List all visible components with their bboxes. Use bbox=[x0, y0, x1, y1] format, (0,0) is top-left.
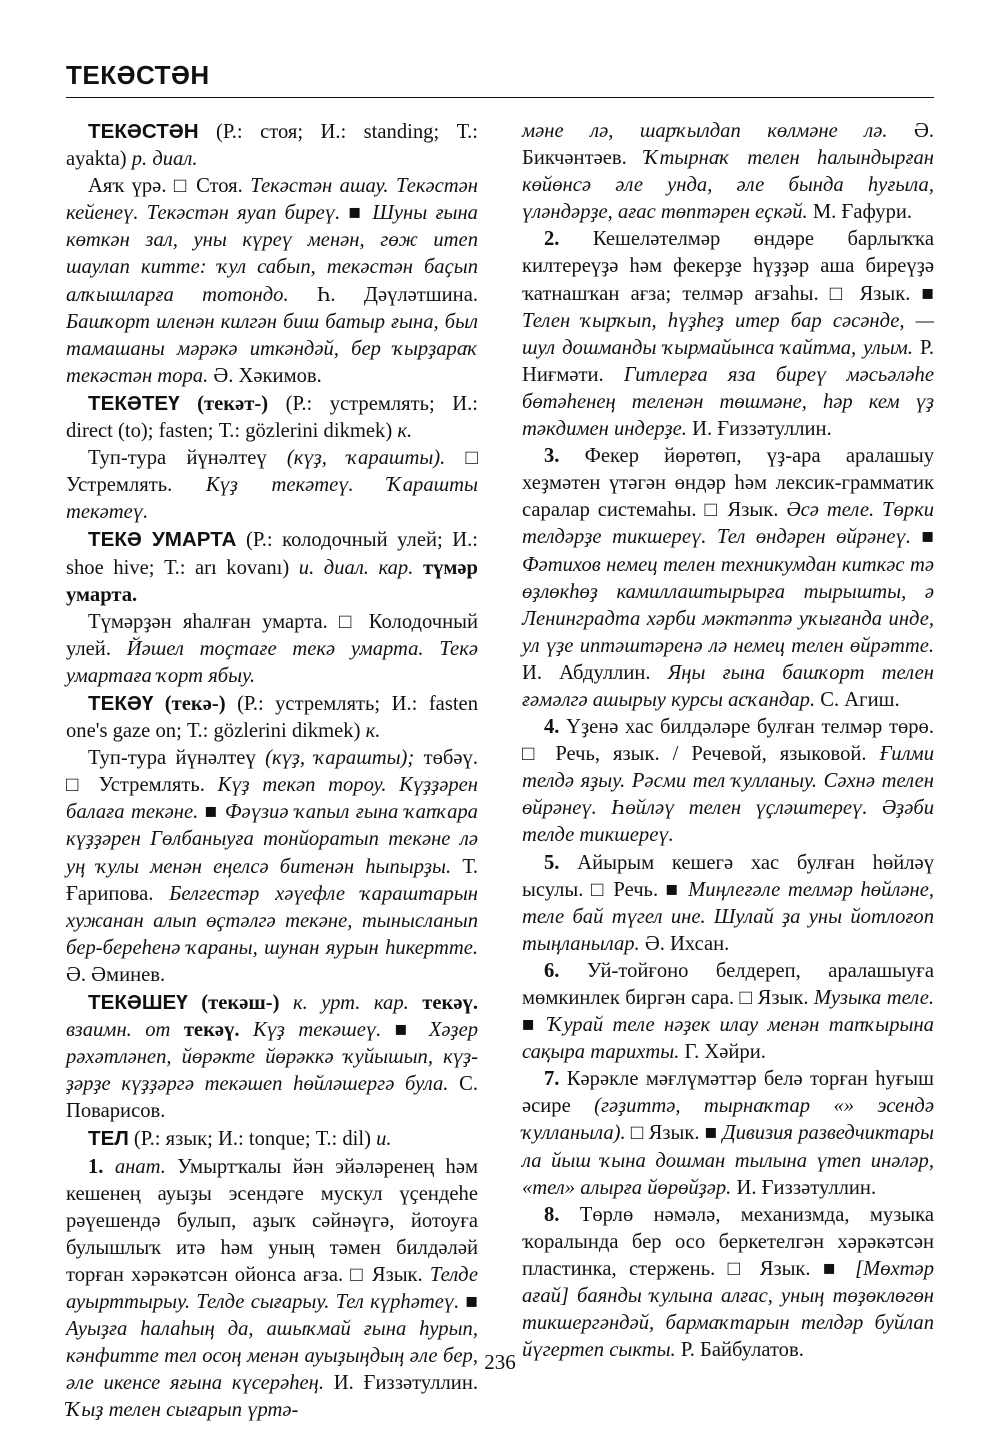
entry-tel-sense-2: 2. Кешеләтелмәр өндәре барлыҡҡа килтереүҙә һәм фекерҙе һүҙҙәр аша биреүҙә ҡатнашҡан ағза; телмәр ағзаһы. □ Язык. ■ Телен ҡырҡып, һүҙһеҙ итер бар сәсәнде, — шул дошманды ҡырмайынса ҡайтма, улым. Р. Ниғмәти. Гитлерға яза биреү мәсьәләһе бөтәһенең теленән төшмәне, һәр кем үҙ тәкдимен индерҙе. И. Ғиззәтуллин. bbox=[522, 228, 934, 441]
entry-tel-sense-1: 1. анат. Умыртҡалы йән эйәләренең һәм кешенең ауыҙы эсендәге мускул үҫендеһе рәүешендә булып, аҙыҡ сәйнәүгә, йотоуға булышлыҡ итә һәм уның тәмен билдәләй торған хәрәкәтсән ойонса ағза. □ Язык. Телде ауырттырыу. Телде сығарыу. Тел күрһәтеү. ■ Ауыҙға һалаһың да, ашыҡмай ғына һурып, кәнфитте тел осоң менән ауыҙыңдың әле бер, әле икенсе яғына күсерәһең. И. Ғиззәтуллин. Ҡыҙ телен сығарып үртә- bbox=[66, 1155, 478, 1422]
entry-tekasten: ТЕКӘСТӘН (Р.: стоя; И.: standing; Т.: ayakta) р. диал. bbox=[66, 120, 478, 171]
page-number: 236 bbox=[484, 1350, 516, 1374]
entry-tekasheu: ТЕКӘШЕҮ (текәш-) к. урт. кар. текәү. взаимн. от текәү. Күҙ текәшеү. ■ Хәҙер рәхәтләнеп, йөрәкте йөрәккә ҡуйышып, күҙ-ҙәрҙе күҙҙәргә текәшеп һөйләшергә була. С. Поварисов. bbox=[66, 991, 479, 1123]
entry-tekau-body: Туп-тура йүнәлтеү (күҙ, ҡарашты); төбәү. □ Устремлять. Күҙ текәп тороу. Күҙҙәрен балаға текәне. ■ Фәүзиә ҡапыл ғына ҡапҡара күҙҙәрен Гөлбаныуға тонйоратып текәне лә уң ҡулы менән еңелсә битенән һыпырҙы. Т. Ғарипова. Белгестәр хәүефле ҡараштарын хужанан алып өҫтәлгә текәне, тынысланып бер-береһенә ҡараны, шунан яурын һикертте. Ә. Әминев. bbox=[66, 747, 479, 986]
entry-tel-sense-4: 4. Үҙенә хас билдәләре булған телмәр төрө. □ Речь, язык. / Речевой, языковой. Ғилми телдә яҙыу. Рәсми тел ҡулланыу. Сәхнә телен өйрәнеү. Һөйләү телен үҫләштереү. Әҙәби телде тикшереү. bbox=[522, 716, 934, 847]
right-column bbox=[522, 118, 934, 1364]
headword: ТЕЛ bbox=[88, 1127, 129, 1151]
entry-tekasten-body: Аяҡ үрә. □ Стоя. Текәстән ашау. Текәстән кейенеү. Текәстән яуап биреү. ■ Шуны ғына көткән зал, уны күреү менән, гөж итеп шаулап китте: ҡул сабып, текәстән баҫып алҡышларға тотондо. Һ. Дәүләтшина. Башҡорт иленән килгән биш батыр ғына, был тамашаны мәрәкә иткәндәй, бер ҡырҙараҡ текәстән тора. Ә. Хәкимов. bbox=[66, 175, 478, 387]
headword: ТЕКӘ УМАРТА bbox=[88, 528, 237, 552]
entry-tel-sense-1-cont: мәне лә, шарҡылдап көлмәне лә. Ә. Бикчәнтәев. Ҡтырнаҡ телен һалындырған көйөнсә әле унда, әле бында һуғыла, үләндәрҙе, ағас төптәрен еҫкәй. М. Ғафури. bbox=[522, 120, 934, 224]
entry-tel-sense-8: 8. Төрлө нәмәлә, механизмда, музыка ҡоралында бер осо беркетелгән хәрәкәтсән пластинка, стержень. □ Язык. ■ [Мөхтәр ағай] баянды ҡулына алғас, уның төҙөклөгөн тикшергәндәй, бармаҡтарын телдәр буйлап йүгертеп сыкты. Р. Байбулатов. bbox=[522, 1203, 934, 1362]
entry-tel-sense-7: 7. Кәрәкле мәғлүмәттәр белә торған һуғыш әсире (гәҙиттә, тырнаҡтар «» эсендә ҡулланыла). □ Язык. ■ Дивизия разведчиктары ла йыш ҡына дошман тылына үтеп инәләр, «тел» алырға йөрөйҙәр. И. Ғиззәтуллин. bbox=[522, 1068, 934, 1199]
headword: ТЕКӘШЕҮ bbox=[88, 991, 188, 1014]
running-head: ТЕКӘСТӘН bbox=[66, 60, 210, 90]
headword: ТЕКӘСТӘН bbox=[88, 120, 199, 143]
headword: ТЕКӘҮ bbox=[88, 691, 154, 715]
entry-teka-umarta: ТЕКӘ УМАРТА (Р.: колодочный улей; И.: shoe hive; Т.: arı kovanı) и. диал. кар. түмәр умарта. bbox=[66, 528, 479, 606]
left-column bbox=[66, 118, 478, 1425]
headword: ТЕКӘТЕҮ bbox=[88, 391, 180, 415]
header-rule bbox=[66, 97, 934, 98]
entry-tekau: ТЕКӘҮ (текә-) (Р.: устремлять; И.: fasten one's gaze on; Т.: gözlerini dikmek) к. bbox=[66, 691, 478, 743]
entry-tel-sense-6: 6. Уй-тойғоно белдереп, аралашыуға мөмкинлек биргән сара. □ Язык. Музыка теле. ■ Ҡурай теле нәҙек илау менән тапҡырына сақыра тарихты. Г. Хәйри. bbox=[522, 959, 934, 1064]
entry-tekateu: ТЕКӘТЕҮ (текәт-) (Р.: устремлять; И.: direct (to); fasten; Т.: gözlerini dikmek) к. bbox=[66, 391, 478, 443]
entry-tel: ТЕЛ (Р.: язык; И.: tonque; Т.: dil) и. bbox=[88, 1127, 392, 1151]
entry-tel-sense-5: 5. Айырым кешегә хас булған һөйләү ысулы. □ Речь. ■ Миңлеғәле телмәр һөйләне, теле бай түгел ине. Шулай ҙа уны йотлоғоп тыңланылар. Ә. Ихсан. bbox=[522, 851, 934, 955]
entry-tekateu-body: Туп-тура йүнәлтеү (күҙ, ҡарашты). □ Устремлять. Күҙ текәтеү. Ҡарашты текәтеү. bbox=[66, 447, 478, 524]
entry-teka-umarta-body: Түмәрҙән яһалған умарта. □ Колодочный улей. Йәшел тоҫтағе текә умарта. Текә умартаға ҡорт ябыу. bbox=[66, 610, 478, 687]
entry-tel-sense-3: 3. Фекер йөрөтөп, үҙ-ара аралашыу хеҙмәтен үтәгән өндәр һәм лексик-грамматик саралар системаһы. □ Язык. Әсә теле. Төрки телдәрҙе тикшереү. Тел өндәрен өйрәнеү. ■ Фәтихов немец телен техникумдан киткәс тә өҙлөкһөҙ камиллаштырырға тырышты, ә Ленинградта хәрби мәктәптә уҡығанда инде, ул үҙе иптәштәренә лә немец телен өйрәтте. И. Абдуллин. Яңы ғына башҡорт телен ғәмәлгә ашырыу курсы асҡандар. С. Агиш. bbox=[522, 445, 934, 711]
